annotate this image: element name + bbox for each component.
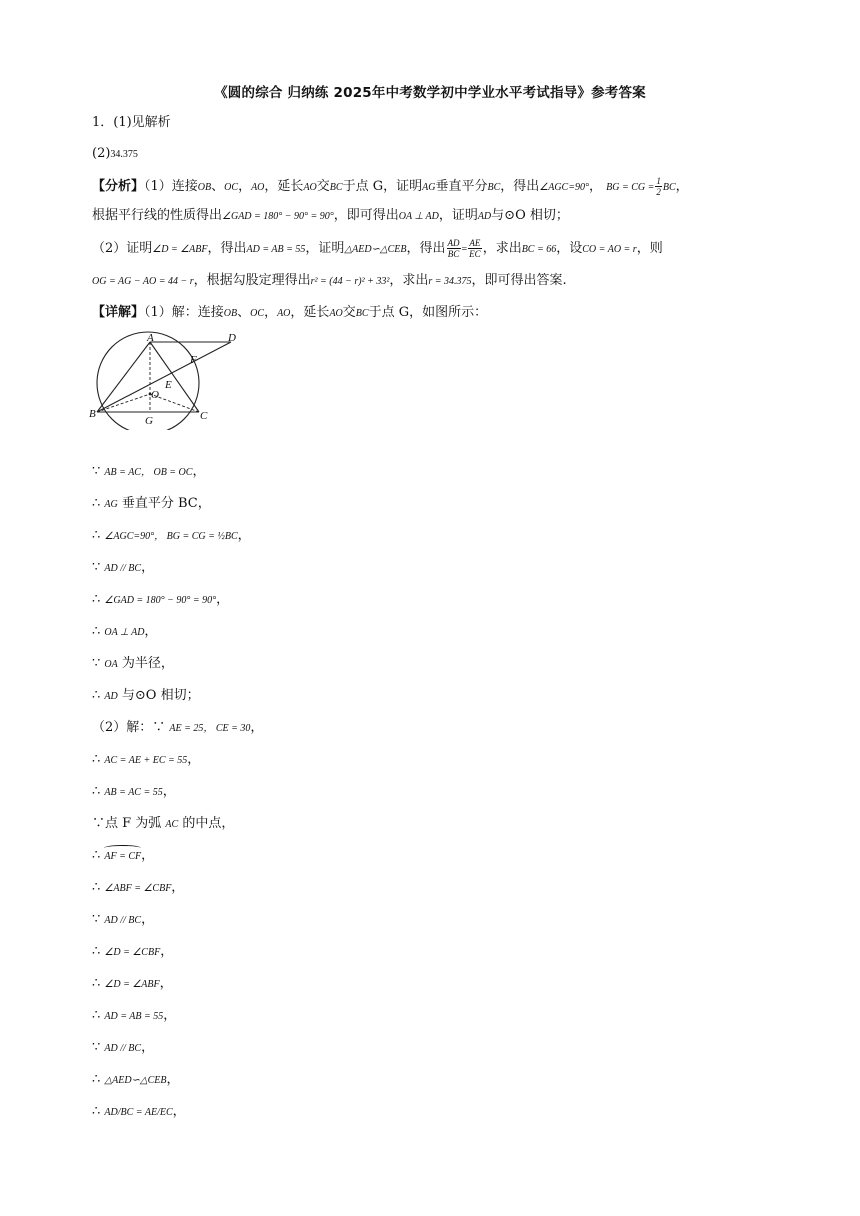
text: 于点 G，如图所示： (368, 305, 488, 320)
step-math: ∠ABF = ∠CBF (104, 883, 172, 894)
step-prefix: ∴ (92, 624, 105, 639)
text: ，根据勾股定理得出 (193, 273, 311, 288)
text: ，即可得出 (333, 208, 399, 223)
text: ，证明 (438, 208, 478, 223)
step-math: ∠GAD = 180° − 90° = 90° (104, 595, 217, 606)
math: AO (251, 182, 265, 193)
step-prefix: ∴ (92, 1072, 105, 1087)
text: 交 (316, 179, 330, 194)
part-2-value: 34.375 (110, 149, 138, 160)
detail-tag: 【详解】 (92, 305, 145, 320)
text: ，得出 (207, 241, 247, 256)
text: 垂直平分 (435, 179, 488, 194)
geometry-figure (88, 330, 248, 430)
text: 、 (211, 179, 225, 194)
text: ， (588, 179, 602, 194)
math: r² = (44 − r)² + 33² (310, 276, 390, 287)
step-prefix: ∴ (92, 496, 105, 511)
math: OB (223, 308, 238, 319)
label-o: O (151, 389, 159, 401)
step-math: AB = AC， OB = OC (104, 467, 193, 478)
step-suffix: ， (141, 560, 155, 575)
step-line (92, 719, 263, 738)
step-line (92, 463, 205, 482)
step-line (92, 911, 154, 930)
step-math: ∠D = ∠CBF (104, 947, 161, 958)
math: AG (422, 182, 436, 193)
step-prefix: ∵ (92, 464, 105, 479)
step-suffix: ， (144, 624, 158, 639)
math: BC (487, 182, 501, 193)
text: ，设 (556, 241, 583, 256)
step-prefix: ∴ (92, 592, 105, 607)
label-e: E (165, 379, 172, 391)
step-suffix: 与⊙O 相切； (117, 688, 200, 703)
math: OA ⊥ AD (398, 211, 439, 222)
math: OC (224, 182, 239, 193)
label-c: C (200, 410, 208, 422)
text: 交 (342, 305, 356, 320)
step-line (92, 1039, 154, 1058)
math: OB (197, 182, 212, 193)
step-line (92, 783, 176, 802)
text: ，延长 (264, 179, 304, 194)
step-suffix: ， (141, 848, 155, 863)
step-math: ∠AGC=90°， BG = CG = ½BC (104, 531, 238, 542)
step-prefix: ∵点 F 为弧 (92, 816, 166, 831)
step-line (92, 1007, 176, 1026)
fraction-ad-bc (447, 238, 461, 259)
step-math: AD // BC (104, 915, 142, 926)
denominator: BC (447, 249, 460, 259)
step-line (92, 975, 173, 994)
line-ob (97, 394, 150, 412)
math: △AED∽△CEB (344, 244, 407, 255)
step-suffix: ， (171, 880, 185, 895)
step-prefix: ∴ (92, 976, 105, 991)
page-title: 《圆的综合 归纳练 2025年中考数学初中学业水平考试指导》参考答案 (214, 85, 646, 101)
step-math: △AED∽△CEB (104, 1075, 167, 1086)
step-suffix: ， (163, 1008, 177, 1023)
step-suffix: ， (166, 1072, 180, 1087)
step-math: AG (104, 499, 118, 510)
math: OC (250, 308, 265, 319)
text: ，求出 (482, 241, 522, 256)
analysis-tag: 【分析】 (92, 179, 145, 194)
text: ，即可得出答案. (471, 273, 567, 288)
line-ab (97, 342, 150, 412)
step-math: OA ⊥ AD (104, 627, 145, 638)
step-prefix: ∴ (92, 784, 105, 799)
step-prefix: ∴ (92, 848, 105, 863)
analysis-line-1 (92, 176, 689, 197)
step-suffix: 的中点， (178, 816, 235, 831)
step-suffix: ， (237, 528, 251, 543)
denominator: 2 (656, 187, 661, 197)
text: 、 (237, 305, 251, 320)
step-prefix: ∵ (92, 560, 105, 575)
step-line (92, 847, 154, 866)
step-prefix: ∴ (92, 880, 105, 895)
label-a: A (147, 332, 154, 344)
math: CO = AO = r (582, 244, 637, 255)
math: OG = AG − AO = 44 − r (92, 276, 194, 287)
step-suffix: ， (160, 944, 174, 959)
step-math: AD // BC (104, 1043, 142, 1054)
step-math: AD = AB = 55 (104, 1011, 164, 1022)
step-suffix: 为半径， (117, 656, 174, 671)
step-suffix: ， (162, 784, 176, 799)
text: 根据平行线的性质得出 (92, 208, 223, 223)
step-suffix: ， (159, 976, 173, 991)
text: （1）解：连接 (144, 305, 224, 320)
step-math: OA (104, 659, 118, 670)
math: ∠AGC=90° (539, 182, 589, 193)
step-line (92, 879, 184, 898)
step-suffix: 垂直平分 BC， (117, 496, 211, 511)
text: ， (264, 305, 278, 320)
label-f: F (190, 354, 197, 366)
math: ∠GAD = 180° − 90° = 90° (222, 211, 334, 222)
math: BC (355, 308, 369, 319)
text: ，得出 (500, 179, 540, 194)
analysis-line-3 (92, 238, 663, 259)
math: AO (277, 308, 291, 319)
step-line (92, 1103, 186, 1122)
step-suffix: ， (141, 1040, 155, 1055)
numerator: AD (447, 238, 460, 248)
step-line (92, 655, 174, 674)
math: AO (303, 182, 317, 193)
math: AO (329, 308, 343, 319)
answer-1-part-1: 1．(1)见解析 (92, 115, 171, 130)
step-prefix: ∴ (92, 944, 105, 959)
step-prefix: ∴ (92, 752, 105, 767)
numerator: 1 (656, 176, 661, 186)
step-line (92, 687, 200, 706)
detail-line-1 (92, 304, 487, 323)
answer-1-part-2 (92, 145, 138, 164)
step-line (92, 527, 251, 546)
step-math: AD (104, 691, 118, 702)
text: 于点 G，证明 (342, 179, 423, 194)
step-prefix: （2）解：∵ (92, 720, 170, 735)
step-math: AC = AE + EC = 55 (104, 755, 188, 766)
text: ， (238, 179, 252, 194)
step-line (92, 559, 154, 578)
step-prefix: ∵ (92, 912, 105, 927)
text: ，求出 (389, 273, 429, 288)
step-prefix: ∴ (92, 688, 105, 703)
text: （1）连接 (144, 179, 198, 194)
step-line (92, 751, 200, 770)
step-suffix: ， (192, 464, 206, 479)
math: BC (662, 182, 676, 193)
step-suffix: ， (250, 720, 264, 735)
step-math: AF = CF (104, 848, 141, 866)
step-line (92, 943, 173, 962)
step-prefix: ∴ (92, 1104, 105, 1119)
math: BG = CG = (606, 182, 655, 193)
math: r = 34.375 (428, 276, 472, 287)
step-math: AB = AC = 55 (104, 787, 163, 798)
text: ， (675, 179, 689, 194)
text: ，则 (636, 241, 663, 256)
step-math: AC (165, 819, 179, 830)
math: = (461, 244, 468, 255)
math: BC = 66 (521, 244, 557, 255)
step-math: AD/BC = AE/EC (104, 1107, 173, 1118)
fraction-ae-ec (468, 238, 482, 259)
math: AD = AB = 55 (246, 244, 306, 255)
analysis-line-4 (92, 272, 567, 291)
step-suffix: ， (141, 912, 155, 927)
text: ，延长 (290, 305, 330, 320)
step-math: AE = 25， CE = 30 (169, 723, 251, 734)
text: （2）证明 (92, 241, 153, 256)
step-prefix: ∴ (92, 1008, 105, 1023)
text: ，得出 (406, 241, 446, 256)
analysis-line-2 (92, 207, 569, 226)
label-g: G (145, 415, 153, 427)
numerator: AE (469, 238, 481, 248)
step-prefix: ∵ (92, 1040, 105, 1055)
step-suffix: ， (187, 752, 201, 767)
text: 与⊙O 相切； (491, 208, 569, 223)
line-ac (150, 342, 199, 412)
denominator: EC (469, 249, 481, 259)
step-line (92, 495, 211, 514)
step-line (92, 623, 157, 642)
step-suffix: ， (216, 592, 230, 607)
math: BC (329, 182, 343, 193)
math: AD (477, 211, 492, 222)
label-b: B (89, 408, 96, 420)
text: ，证明 (305, 241, 345, 256)
step-math: ∠D = ∠ABF (104, 979, 160, 990)
step-prefix: ∵ (92, 656, 105, 671)
part-2-label: (2) (92, 146, 111, 161)
step-suffix: ， (172, 1104, 186, 1119)
step-prefix: ∴ (92, 528, 105, 543)
step-line (92, 815, 234, 834)
fraction-half (655, 176, 662, 197)
label-d: D (228, 332, 236, 344)
step-line (92, 1071, 180, 1090)
step-line (92, 591, 229, 610)
line-bd (97, 342, 231, 412)
step-math: AD // BC (104, 563, 142, 574)
math: ∠D = ∠ABF (152, 244, 208, 255)
